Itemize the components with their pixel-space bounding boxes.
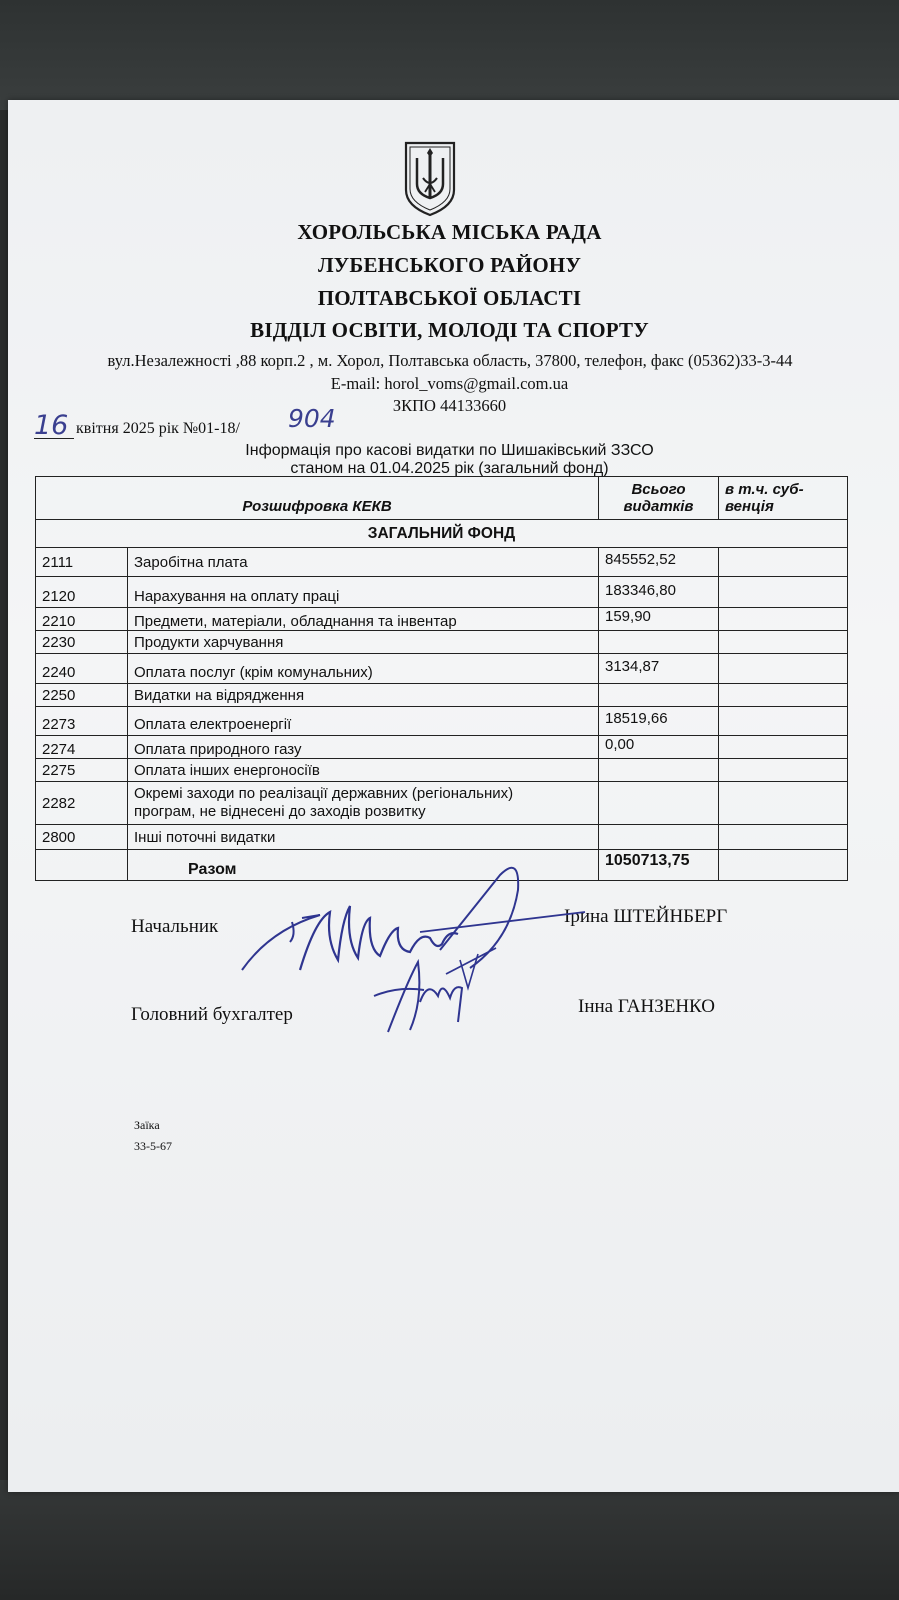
- section-title: ЗАГАЛЬНИЙ ФОНД: [35, 519, 848, 548]
- row-subvention: [718, 781, 848, 825]
- row-code: 2240: [35, 653, 128, 684]
- row-total: 845552,52: [598, 547, 719, 577]
- department-name: ВІДДІЛ ОСВІТИ, МОЛОДІ ТА СПОРТУ: [250, 318, 649, 342]
- row-code: 2111: [35, 547, 128, 577]
- row-total: [598, 630, 719, 654]
- head-name: Ірина ШТЕЙНБЕРГ: [564, 906, 728, 927]
- handwritten-day: 16: [34, 410, 69, 441]
- row-code: 2210: [35, 607, 128, 631]
- row-name: Оплата електроенергії: [127, 706, 599, 736]
- row-code: 2250: [35, 683, 128, 707]
- row-name-line-1: Окремі заходи по реалізації державних (регіональних): [134, 785, 514, 802]
- total-label: Разом: [127, 849, 599, 881]
- col-header-total-line-1: Всього: [631, 481, 686, 498]
- row-subvention: [718, 758, 848, 782]
- row-total: [598, 683, 719, 707]
- email-line: E-mail: horol_voms@gmail.com.ua: [330, 374, 569, 393]
- row-name: Оплата природного газу: [127, 735, 599, 759]
- row-code: 2274: [35, 735, 128, 759]
- org-name-line-3: ПОЛТАВСЬКОЇ ОБЛАСТІ: [317, 286, 582, 310]
- row-total: [598, 781, 719, 825]
- row-subvention: [718, 683, 848, 707]
- row-total: 159,90: [598, 607, 719, 631]
- accountant-signature-icon: [368, 940, 508, 1040]
- total-code-empty: [35, 849, 128, 881]
- row-subvention: [718, 576, 848, 608]
- col-header-subv-line-1: в т.ч. суб-: [725, 481, 804, 498]
- report-title-line-1: Інформація про касові видатки по Шишаківський ЗЗСО: [245, 442, 654, 459]
- org-name-line-2: ЛУБЕНСЬКОГО РАЙОНУ: [317, 253, 582, 277]
- row-name: Видатки на відрядження: [127, 683, 599, 707]
- row-total: 183346,80: [598, 576, 719, 608]
- row-code: 2275: [35, 758, 128, 782]
- report-title-line-2: станом на 01.04.2025 рік (загальний фонд): [290, 460, 609, 477]
- address-line: вул.Незалежності ,88 корп.2 , м. Хорол, Полтавська область, 37800, телефон, факс (05362)33-3-44: [107, 351, 793, 370]
- row-subvention: [718, 706, 848, 736]
- row-total: 3134,87: [598, 653, 719, 684]
- accountant-name: Інна ГАНЗЕНКО: [578, 996, 715, 1017]
- total-subvention-empty: [718, 849, 848, 881]
- zkpo-code: ЗКПО 44133660: [392, 396, 507, 415]
- col-header-total: [598, 476, 719, 520]
- ukraine-trident-emblem-icon: [403, 140, 457, 218]
- head-title: Начальник: [131, 916, 219, 937]
- org-name-line-1: ХОРОЛЬСЬКА МІСЬКА РАДА: [297, 220, 602, 244]
- row-name-multiline: [127, 781, 599, 825]
- row-code: 2273: [35, 706, 128, 736]
- row-subvention: [718, 607, 848, 631]
- row-code: 2800: [35, 824, 128, 850]
- row-total: 0,00: [598, 735, 719, 759]
- row-total: [598, 824, 719, 850]
- row-name: Продукти харчування: [127, 630, 599, 654]
- row-name: Предмети, матеріали, обладнання та інвентар: [127, 607, 599, 631]
- row-subvention: [718, 653, 848, 684]
- row-subvention: [718, 547, 848, 577]
- row-code: 2282: [35, 781, 128, 825]
- handwritten-number: 904: [288, 404, 336, 433]
- desk-surface-bottom: [0, 1480, 899, 1600]
- row-subvention: [718, 630, 848, 654]
- row-total: 18519,66: [598, 706, 719, 736]
- total-value: 1050713,75: [598, 849, 719, 881]
- col-header-subv-line-2: венція: [725, 498, 774, 515]
- col-header-total-line-2: видатків: [623, 498, 694, 515]
- row-name: Інші поточні видатки: [127, 824, 599, 850]
- row-name-line-2: програм, не віднесені до заходів розвитку: [134, 803, 426, 820]
- col-header-subvention: [718, 476, 848, 520]
- accountant-title: Головний бухгалтер: [131, 1004, 293, 1025]
- row-name: Заробітна плата: [127, 547, 599, 577]
- row-name: Оплата інших енергоносіїв: [127, 758, 599, 782]
- row-name: Нарахування на оплату праці: [127, 576, 599, 608]
- row-code: 2230: [35, 630, 128, 654]
- executor-name: Заїка: [134, 1118, 160, 1132]
- executor-phone: 33-5-67: [134, 1139, 172, 1153]
- row-subvention: [718, 824, 848, 850]
- row-subvention: [718, 735, 848, 759]
- date-number-text: квітня 2025 рік №01-18/: [76, 420, 240, 437]
- desk-surface-top: [0, 0, 899, 110]
- row-total: [598, 758, 719, 782]
- row-name: Оплата послуг (крім комунальних): [127, 653, 599, 684]
- row-code: 2120: [35, 576, 128, 608]
- col-header-name: Розшифровка КЕКВ: [35, 476, 599, 520]
